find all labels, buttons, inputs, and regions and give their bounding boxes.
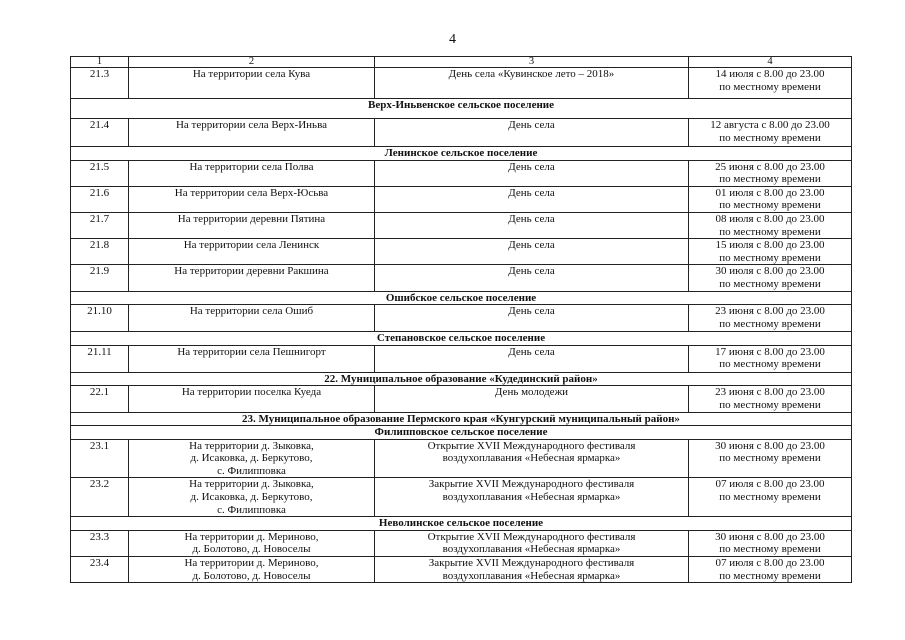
- place-cell-line: На территории д. Зыковка,: [189, 478, 314, 491]
- event-cell: [375, 68, 689, 99]
- time-cell-line: по местному времени: [719, 131, 821, 144]
- section-title: 23. Муниципальное образование Пермского края «Кунгурский муниципальный район»: [71, 412, 852, 426]
- time-cell-line: по местному времени: [719, 452, 821, 465]
- event-cell-line: воздухоплавания «Небесная ярмарка»: [442, 452, 621, 465]
- schedule-table: [70, 56, 852, 583]
- time-cell-line: по местному времени: [719, 199, 821, 212]
- time-cell: [689, 305, 852, 332]
- event-cell: [375, 305, 689, 332]
- event-cell: [375, 386, 689, 412]
- time-cell-line: по местному времени: [719, 569, 821, 582]
- event-cell-line: Открытие XVII Международного фестиваля: [427, 439, 636, 452]
- row-number: [71, 439, 129, 478]
- section-title: Филипповское сельское поселение: [71, 426, 852, 440]
- time-cell: [689, 557, 852, 583]
- event-cell-line: День села: [508, 305, 555, 318]
- column-number: 4: [689, 57, 852, 68]
- event-cell-line: День молодежи: [494, 386, 569, 399]
- time-cell-line: по местному времени: [719, 358, 821, 371]
- event-cell: [375, 212, 689, 238]
- time-cell-line: по местному времени: [719, 277, 821, 290]
- event-cell-line: Открытие XVII Международного фестиваля: [427, 530, 636, 543]
- place-cell-line: На территории села Верх-Юсьва: [174, 186, 329, 199]
- event-cell-line: День села: [508, 119, 555, 131]
- time-cell-line: 25 июня с 8.00 до 23.00: [715, 160, 825, 173]
- place-cell-line: д. Болотово, д. Новоселы: [192, 543, 311, 556]
- time-cell-line: 12 августа с 8.00 до 23.00: [710, 119, 830, 131]
- row-number: [71, 265, 129, 291]
- time-cell-line: 23 июня с 8.00 до 23.00: [715, 386, 825, 399]
- row-number: [71, 68, 129, 99]
- row-number: [71, 305, 129, 332]
- row-number-line: 23.1: [89, 439, 110, 452]
- event-cell: [375, 265, 689, 291]
- row-number: [71, 212, 129, 238]
- event-cell-line: воздухоплавания «Небесная ярмарка»: [442, 569, 621, 582]
- place-cell-line: На территории села Верх-Иньва: [175, 119, 328, 131]
- table-row: [71, 239, 852, 265]
- time-cell-line: 15 июля с 8.00 до 23.00: [715, 239, 825, 252]
- table-row: [71, 265, 852, 291]
- time-cell: [689, 212, 852, 238]
- event-cell: [375, 186, 689, 212]
- section-header-row: [71, 147, 852, 161]
- time-cell: [689, 265, 852, 291]
- event-cell-line: воздухоплавания «Небесная ярмарка»: [442, 543, 621, 556]
- time-cell-line: по местному времени: [719, 398, 821, 411]
- table-row: [71, 478, 852, 517]
- place-cell-line: На территории д. Мериново,: [184, 530, 319, 543]
- time-cell-line: по местному времени: [719, 225, 821, 238]
- column-number: 1: [71, 57, 129, 68]
- place-cell-line: На территории села Кува: [192, 68, 311, 80]
- section-header-row: [71, 412, 852, 426]
- place-cell-line: На территории села Полва: [189, 160, 314, 173]
- place-cell-line: На территории села Пешнигорт: [177, 345, 326, 358]
- row-number-line: 23.2: [89, 478, 110, 491]
- place-cell: [129, 186, 375, 212]
- row-number-line: 21.10: [87, 305, 112, 318]
- place-cell: [129, 160, 375, 186]
- row-number-line: 21.9: [89, 265, 110, 278]
- time-cell: [689, 530, 852, 556]
- table-row: [71, 119, 852, 147]
- place-cell: [129, 212, 375, 238]
- place-cell: [129, 345, 375, 372]
- section-title: 22. Муниципальное образование «Кудединский район»: [71, 372, 852, 386]
- place-cell: [129, 68, 375, 99]
- place-cell-line: д. Исаковка, д. Беркутово,: [190, 491, 313, 504]
- place-cell: [129, 265, 375, 291]
- time-cell: [689, 478, 852, 517]
- event-cell-line: День села: [508, 265, 555, 278]
- row-number: [71, 478, 129, 517]
- time-cell-line: 30 июня с 8.00 до 23.00: [715, 530, 825, 543]
- event-cell: [375, 239, 689, 265]
- time-cell-line: по местному времени: [719, 491, 821, 504]
- row-number-line: 21.7: [89, 212, 110, 225]
- event-cell-line: День села: [508, 345, 555, 358]
- table-row: [71, 557, 852, 583]
- event-cell: [375, 557, 689, 583]
- table-row: [71, 186, 852, 212]
- place-cell: [129, 557, 375, 583]
- place-cell: [129, 239, 375, 265]
- section-header-row: [71, 291, 852, 305]
- table-row: [71, 305, 852, 332]
- row-number: [71, 119, 129, 147]
- time-cell-line: по местному времени: [719, 173, 821, 186]
- place-cell-line: с. Филипповка: [217, 464, 286, 477]
- time-cell: [689, 239, 852, 265]
- time-cell-line: 30 июня с 8.00 до 23.00: [715, 439, 825, 452]
- column-number: 2: [129, 57, 375, 68]
- table-row: [71, 530, 852, 556]
- time-cell-line: 07 июля с 8.00 до 23.00: [715, 557, 825, 570]
- section-title: Ошибское сельское поселение: [71, 291, 852, 305]
- event-cell: [375, 478, 689, 517]
- row-number-line: 21.4: [89, 119, 110, 131]
- time-cell: [689, 119, 852, 147]
- time-cell-line: по местному времени: [719, 80, 821, 93]
- place-cell: [129, 386, 375, 412]
- section-header-row: [71, 332, 852, 346]
- event-cell-line: День села «Кувинское лето – 2018»: [448, 68, 615, 80]
- table-row: [71, 439, 852, 478]
- row-number: [71, 186, 129, 212]
- table-row: [71, 386, 852, 412]
- column-number: 3: [375, 57, 689, 68]
- event-cell-line: День села: [508, 212, 555, 225]
- section-header-row: [71, 372, 852, 386]
- section-title: Ленинское сельское поселение: [71, 147, 852, 161]
- place-cell-line: д. Болотово, д. Новоселы: [192, 569, 311, 582]
- row-number: [71, 557, 129, 583]
- row-number-line: 21.11: [87, 345, 112, 358]
- row-number-line: 22.1: [89, 386, 110, 399]
- place-cell: [129, 119, 375, 147]
- place-cell-line: На территории д. Зыковка,: [189, 439, 314, 452]
- time-cell: [689, 386, 852, 412]
- row-number: [71, 386, 129, 412]
- time-cell-line: 07 июля с 8.00 до 23.00: [715, 478, 825, 491]
- row-number-line: 23.4: [89, 557, 110, 570]
- place-cell-line: На территории деревни Пятина: [177, 212, 326, 225]
- row-number-line: 23.3: [89, 530, 110, 543]
- time-cell: [689, 345, 852, 372]
- place-cell-line: На территории деревни Ракшина: [174, 265, 329, 278]
- row-number-line: 21.6: [89, 186, 110, 199]
- row-number-line: 21.3: [89, 68, 110, 80]
- event-cell-line: День села: [508, 239, 555, 252]
- schedule-table-body: [71, 57, 852, 583]
- event-cell: [375, 530, 689, 556]
- page-number: 4: [449, 32, 456, 47]
- row-number: [71, 530, 129, 556]
- section-header-row: [71, 99, 852, 119]
- time-cell: [689, 439, 852, 478]
- table-row: [71, 212, 852, 238]
- place-cell: [129, 478, 375, 517]
- section-title: Степановское сельское поселение: [71, 332, 852, 346]
- row-number: [71, 160, 129, 186]
- section-header-row: [71, 426, 852, 440]
- place-cell-line: На территории села Ленинск: [183, 239, 320, 252]
- table-row: [71, 345, 852, 372]
- table-row: [71, 68, 852, 99]
- time-cell-line: по местному времени: [719, 543, 821, 556]
- event-cell: [375, 439, 689, 478]
- time-cell: [689, 68, 852, 99]
- table-row: [71, 160, 852, 186]
- section-title: Неволинское сельское поселение: [71, 517, 852, 531]
- event-cell-line: День села: [508, 160, 555, 173]
- row-number-line: 21.5: [89, 160, 110, 173]
- time-cell-line: 14 июля с 8.00 до 23.00: [715, 68, 825, 80]
- event-cell-line: Закрытие XVII Международного фестиваля: [428, 557, 635, 570]
- event-cell-line: воздухоплавания «Небесная ярмарка»: [442, 491, 621, 504]
- event-cell: [375, 119, 689, 147]
- event-cell: [375, 160, 689, 186]
- time-cell-line: по местному времени: [719, 251, 821, 264]
- time-cell-line: 30 июля с 8.00 до 23.00: [715, 265, 825, 278]
- row-number: [71, 345, 129, 372]
- column-number-row: [71, 57, 852, 68]
- time-cell-line: 23 июня с 8.00 до 23.00: [715, 305, 825, 318]
- section-title: Верх-Иньвенское сельское поселение: [71, 99, 852, 119]
- place-cell-line: На территории поселка Куеда: [181, 386, 322, 399]
- place-cell-line: На территории села Ошиб: [189, 305, 314, 318]
- place-cell-line: На территории д. Мериново,: [184, 557, 319, 570]
- row-number: [71, 239, 129, 265]
- place-cell: [129, 305, 375, 332]
- place-cell: [129, 439, 375, 478]
- time-cell-line: 01 июля с 8.00 до 23.00: [715, 186, 825, 199]
- place-cell-line: с. Филипповка: [217, 503, 286, 516]
- event-cell-line: Закрытие XVII Международного фестиваля: [428, 478, 635, 491]
- time-cell-line: по местному времени: [719, 317, 821, 330]
- event-cell-line: День села: [508, 186, 555, 199]
- section-header-row: [71, 517, 852, 531]
- time-cell: [689, 186, 852, 212]
- row-number-line: 21.8: [89, 239, 110, 252]
- place-cell-line: д. Исаковка, д. Беркутово,: [190, 452, 313, 465]
- time-cell-line: 17 июня с 8.00 до 23.00: [715, 345, 825, 358]
- place-cell: [129, 530, 375, 556]
- event-cell: [375, 345, 689, 372]
- time-cell: [689, 160, 852, 186]
- time-cell-line: 08 июля с 8.00 до 23.00: [715, 212, 825, 225]
